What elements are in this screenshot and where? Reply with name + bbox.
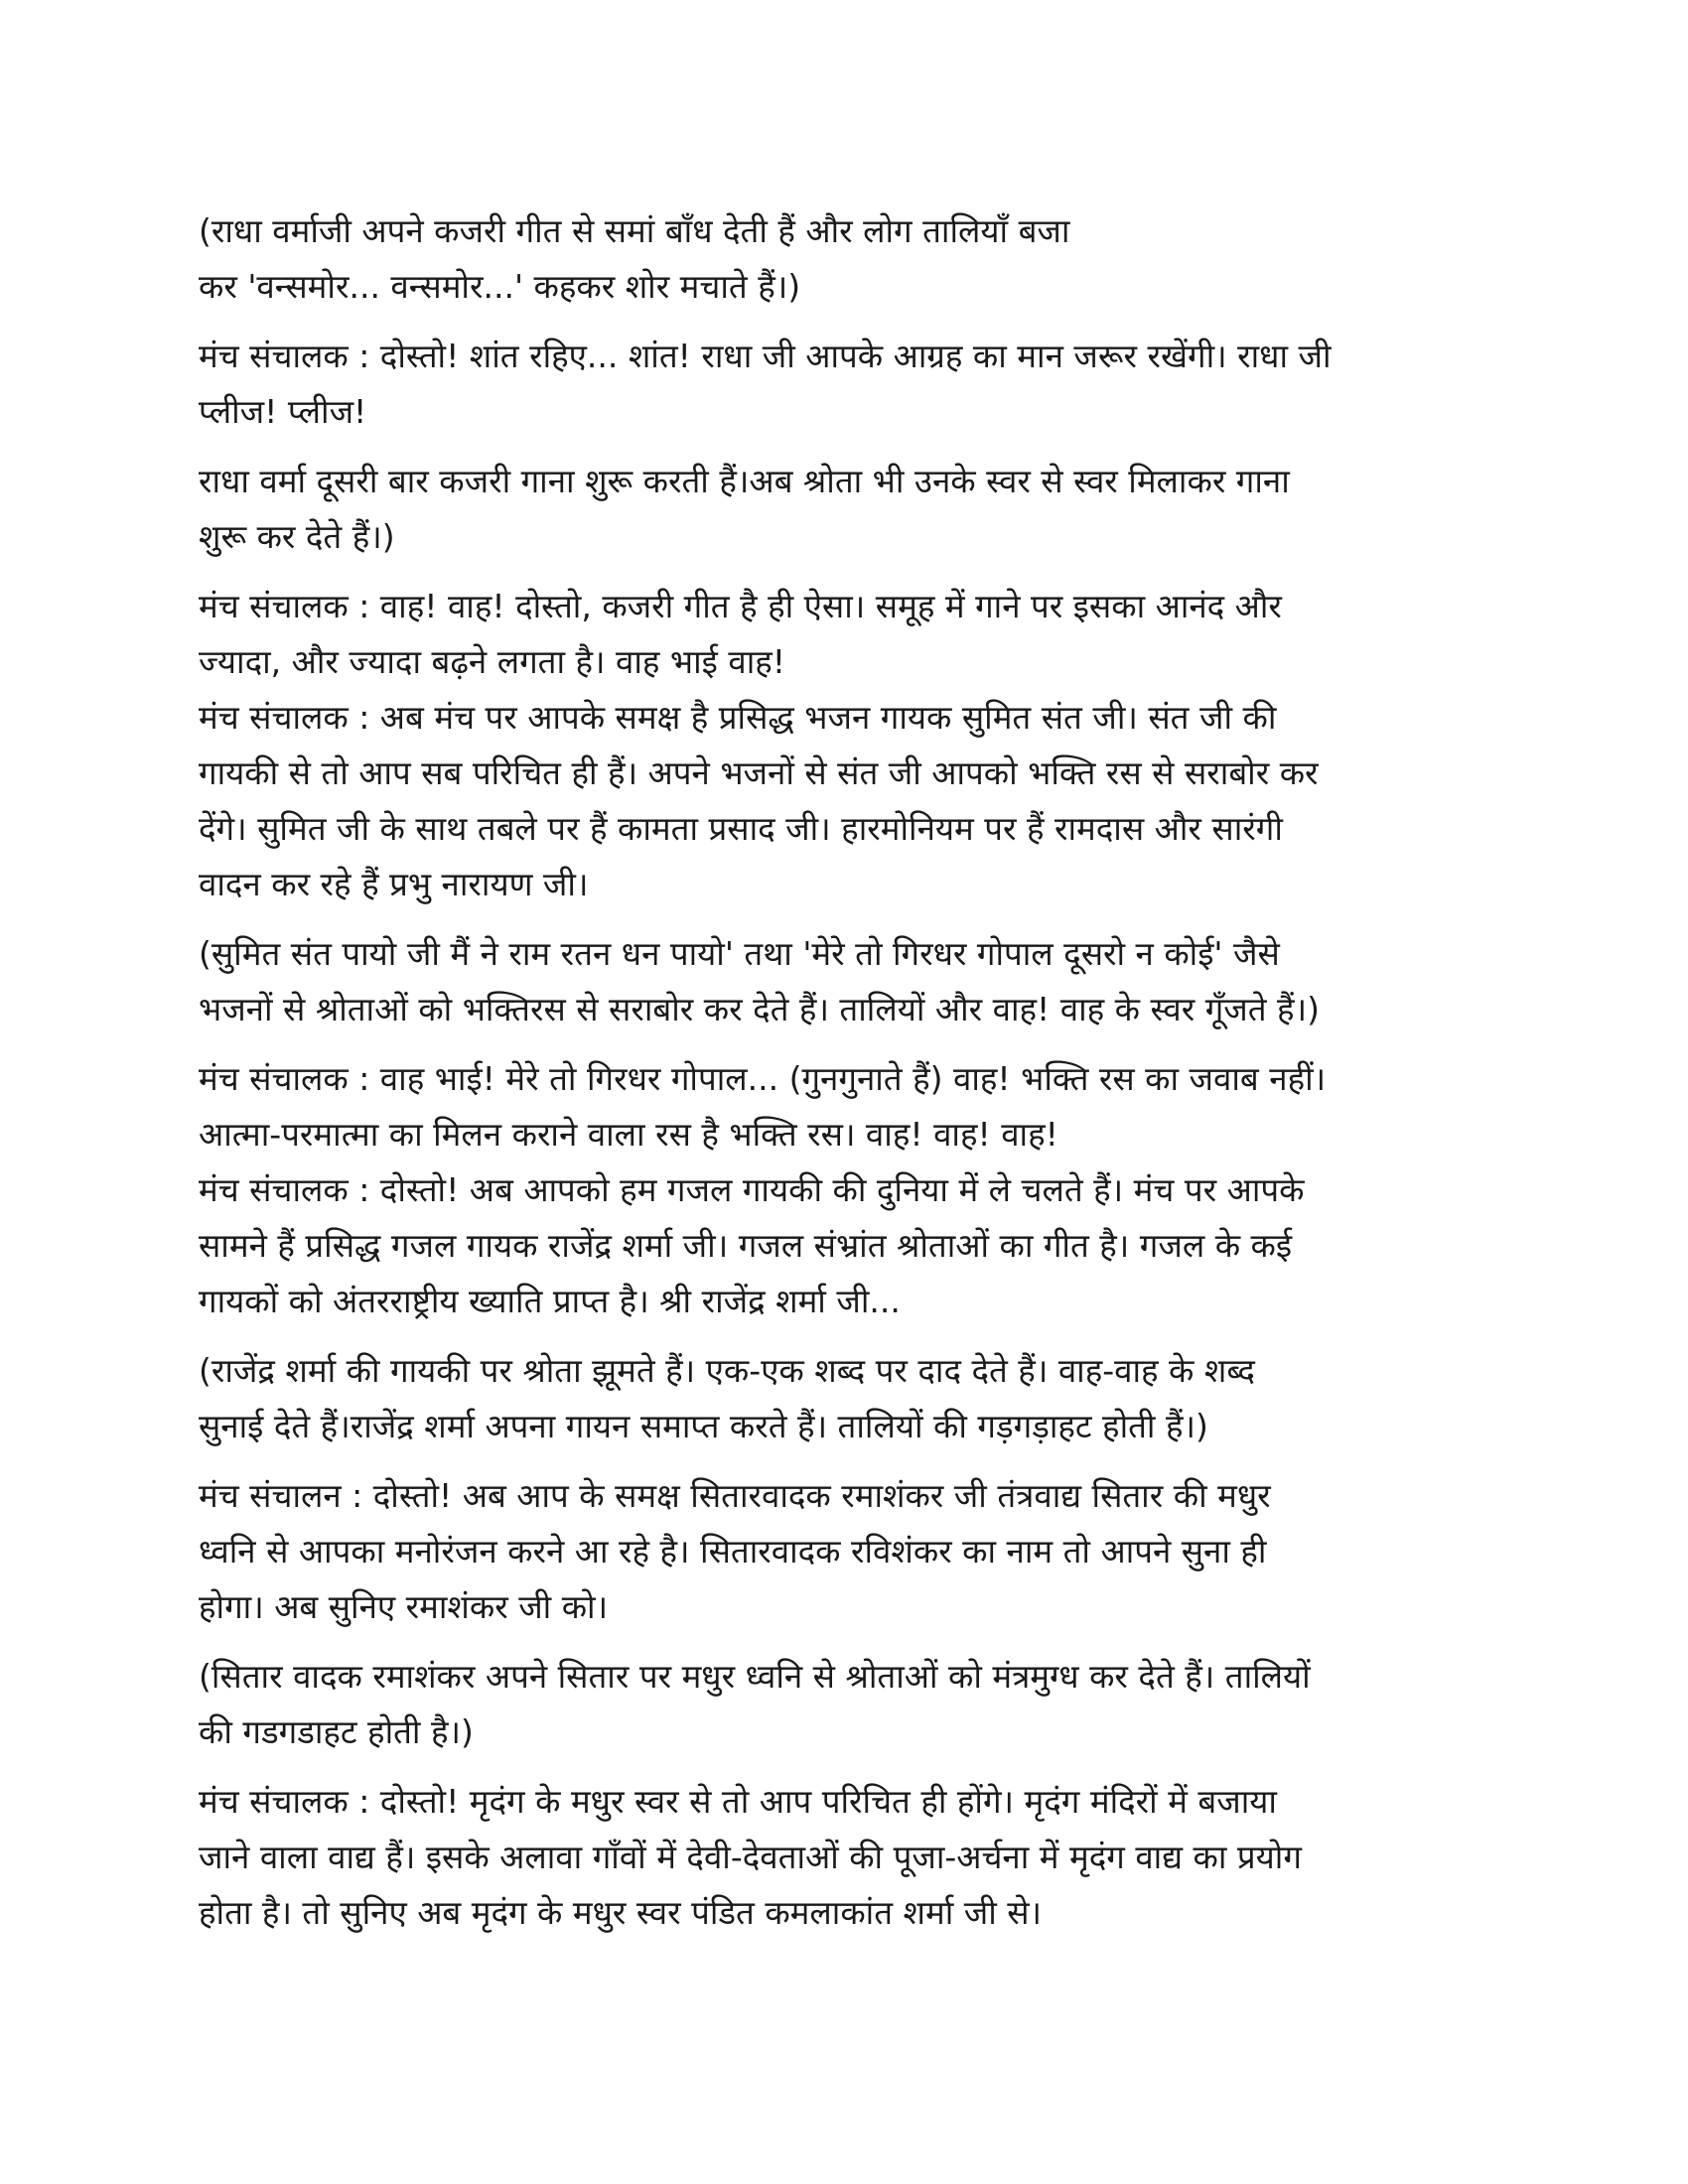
paragraph-line: राधा वर्मा दूसरी बार कजरी गाना शुरू करती हैं।अब श्रोता भी उनके स्वर से स्वर मिलाकर गाना	[199, 462, 1290, 500]
paragraph-line: कर 'वन्समोर... वन्समोर...' कहकर शोर मचाते हैं।)	[199, 267, 801, 306]
paragraph-line: आत्मा-परमात्मा का मिलन कराने वाला रस है भक्ति रस। वाह! वाह! वाह!	[199, 1115, 1058, 1154]
paragraph-line: की गडगडाहट होती है।)	[199, 1712, 474, 1751]
paragraph-2	[199, 329, 1489, 440]
paragraph-9	[199, 1343, 1489, 1454]
paragraph-line: ज्यादा, और ज्यादा बढ़ने लगता है। वाह भाई वाह!	[199, 642, 786, 681]
paragraph-line: देंगे। सुमित जी के साथ तबले पर हैं कामता प्रसाद जी। हारमोनियम पर हैं रामदास और सारंगी	[199, 809, 1283, 848]
paragraph-line: होता है। तो सुनिए अब मृदंग के मधुर स्वर पंडित कमलाकांत शर्मा जी से।	[199, 1893, 1043, 1932]
paragraph-line: मंच संचालक : दोस्तो! मृदंग के मधुर स्वर से तो आप परिचित ही होंगे। मृदंग मंदिरों में बजाया	[199, 1782, 1277, 1821]
paragraph-6	[199, 926, 1489, 1037]
paragraph-line: प्लीज! प्लीज!	[199, 392, 367, 431]
paragraph-line: मंच संचालक : दोस्तो! अब आपको हम गजल गायकी की दुनिया में ले चलते हैं। मंच पर आपके	[199, 1170, 1305, 1209]
paragraph-line: जाने वाला वाद्य हैं। इसके अलावा गाँवों में देवी-देवताओं की पूजा-अर्चना में मृदंग वाद्य का प्रयोग	[199, 1838, 1302, 1876]
paragraph-line: (राधा वर्माजी अपने कजरी गीत से समां बाँध देती हैं और लोग तालियाँ बजा	[199, 211, 1070, 250]
paragraph-11	[199, 1649, 1489, 1760]
paragraph-line: भजनों से श्रोताओं को भक्तिरस से सराबोर कर देते हैं। तालियों और वाह! वाह के स्वर गूँजते हैं।)	[199, 990, 1320, 1028]
paragraph-line: मंच संचालक : वाह भाई! मेरे तो गिरधर गोपाल... (गुनगुनाते हैं) वाह! भक्ति रस का जवाब नहीं।	[199, 1059, 1327, 1098]
paragraph-line: वादन कर रहे हैं प्रभु नारायण जी।	[199, 865, 589, 903]
paragraph-8	[199, 1162, 1489, 1329]
paragraph-line: होगा। अब सुनिए रमाशंकर जी को।	[199, 1587, 609, 1626]
paragraph-line: शुरू कर देते हैं।)	[199, 517, 395, 556]
paragraph-line: (सुमित संत पायो जी मैं ने राम रतन धन पायो' तथा 'मेरे तो गिरधर गोपाल दूसरो न कोई' जैसे	[199, 934, 1280, 973]
paragraph-line: गायकी से तो आप सब परिचित ही हैं। अपने भजनों से संत जी आपको भक्ति रस से सराबोर कर	[199, 753, 1319, 792]
document-body	[199, 204, 1489, 1955]
paragraph-line: गायकों को अंतरराष्ट्रीय ख्याति प्राप्त है। श्री राजेंद्र शर्मा जी...	[199, 1282, 901, 1320]
paragraph-1	[199, 204, 1489, 315]
paragraph-10	[199, 1468, 1489, 1635]
paragraph-line: मंच संचालन : दोस्तो! अब आप के समक्ष सितारवादक रमाशंकर जी तंत्रवाद्य सितार की मधुर	[199, 1476, 1271, 1515]
paragraph-line: (सितार वादक रमाशंकर अपने सितार पर मधुर ध्वनि से श्रोताओं को मंत्रमुग्ध कर देते हैं। तालियों	[199, 1657, 1311, 1696]
paragraph-line: मंच संचालक : अब मंच पर आपके समक्ष है प्रसिद्ध भजन गायक सुमित संत जी। संत जी की	[199, 698, 1277, 737]
paragraph-4	[199, 579, 1489, 690]
paragraph-line: ध्वनि से आपका मनोरंजन करने आ रहे है। सितारवादक रविशंकर का नाम तो आपने सुना ही	[199, 1532, 1267, 1570]
paragraph-line: सामने हैं प्रसिद्ध गजल गायक राजेंद्र शर्मा जी। गजल संभ्रांत श्रोताओं का गीत है। गजल के कई	[199, 1226, 1293, 1265]
paragraph-line: मंच संचालक : दोस्तो! शांत रहिए... शांत! राधा जी आपके आग्रह का मान जरूर रखेंगी। राधा जी	[199, 337, 1332, 375]
paragraph-5	[199, 690, 1489, 912]
paragraph-line: (राजेंद्र शर्मा की गायकी पर श्रोता झूमते हैं। एक-एक शब्द पर दाद देते हैं। वाह-वाह के शब्द	[199, 1351, 1255, 1390]
paragraph-12	[199, 1774, 1489, 1941]
paragraph-3	[199, 454, 1489, 565]
paragraph-7	[199, 1051, 1489, 1162]
paragraph-line: मंच संचालक : वाह! वाह! दोस्तो, कजरी गीत है ही ऐसा। समूह में गाने पर इसका आनंद और	[199, 587, 1282, 625]
paragraph-line: सुनाई देते हैं।राजेंद्र शर्मा अपना गायन समाप्त करते हैं। तालियों की गड़गड़ाहट होती हैं।)	[199, 1407, 1208, 1445]
